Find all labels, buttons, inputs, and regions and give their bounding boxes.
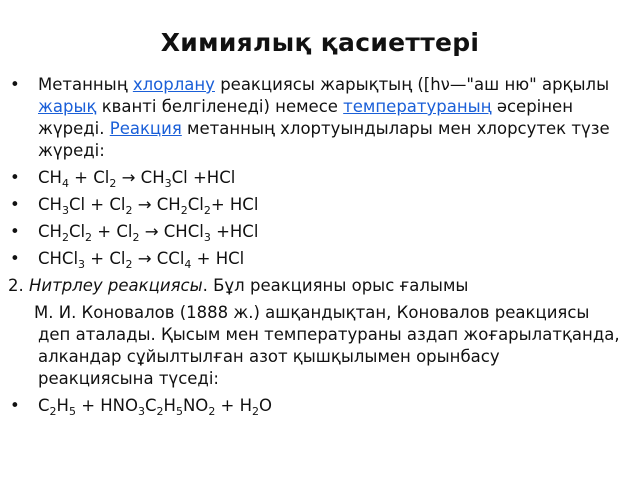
equation-2 [0,194,620,216]
eq-sub: 2 [180,204,188,217]
text: метанның хлортуындылары мен хлорсутек түзе жүреді: [38,119,610,160]
eq-sub: 5 [175,405,183,418]
eq-sub: 2 [125,258,133,271]
eq-part: + Cl [68,168,110,187]
eq-part: CHCl [38,249,79,268]
eq-part: + HCl [191,249,245,268]
equation-3 [0,221,620,243]
eq-part: → CCl [132,249,185,268]
eq-sub: 2 [203,204,211,217]
link-reaction[interactable]: Реакция [109,119,182,138]
konovalov-paragraph [0,302,620,390]
slide-content [0,74,620,422]
eq-part: H [163,396,176,415]
eq-part: H [56,396,69,415]
text: . Бұл реакцияны орыс ғалымы [202,276,469,295]
nitration-term: Нитрлеу реакциясы [29,276,203,295]
eq-sub: 2 [132,231,140,244]
eq-part: CH [38,168,62,187]
text: М. И. Коновалов (1888 ж.) ашқандықтан, Коновалов реакциясы деп аталады. Қысым мен температураны аздап жоғарылатқанда, алкандар сұйылтылған азот қышқылымен орынбасу реакциясына түседі: [34,303,620,388]
eq-part: + H [215,396,253,415]
text: кванті белгіленеді) немесе [96,97,344,116]
eq-part: + HNO [75,396,139,415]
link-chlorination[interactable]: хлорлану [132,75,215,94]
equation-4 [0,248,620,270]
eq-sub: 2 [208,405,216,418]
eq-sub: 2 [252,405,260,418]
eq-part: CH [38,195,62,214]
link-temperature[interactable]: температураның [343,97,492,116]
eq-part: +HCl [210,222,259,241]
eq-part: O [259,396,273,415]
text: Метанның [38,75,133,94]
chlorination-paragraph [0,74,620,162]
eq-sub: 2 [125,204,133,217]
equation-5 [0,395,620,417]
eq-sub: 2 [61,231,69,244]
eq-part: → CH [116,168,165,187]
slide-title: Химиялық қасиеттері [160,28,480,57]
eq-sub: 3 [78,258,86,271]
eq-sub: 2 [156,405,164,418]
eq-part: CH [38,222,62,241]
eq-part: → CHCl [139,222,204,241]
eq-sub: 3 [138,405,146,418]
eq-part: NO [182,396,209,415]
eq-sub: 5 [68,405,76,418]
eq-sub: 2 [85,231,93,244]
eq-sub: 2 [109,177,117,190]
eq-sub: 4 [61,177,69,190]
eq-sub: 3 [61,204,69,217]
eq-part: → CH [132,195,181,214]
eq-part: + Cl [85,249,126,268]
eq-part: Cl [68,222,86,241]
equation-1 [0,167,620,189]
eq-part: Cl [187,195,204,214]
eq-part: + Cl [92,222,133,241]
item-number: 2. [8,276,29,295]
eq-sub: 2 [49,405,57,418]
text: әсерінен жүреді. [38,97,573,138]
eq-part: Cl +HCl [171,168,236,187]
text: реакциясы жарықтың ([hν—"аш ню" арқылы [214,75,610,94]
eq-part: C [145,396,157,415]
eq-sub: 4 [184,258,192,271]
eq-sub: 3 [203,231,211,244]
nitration-heading [0,275,620,297]
eq-part: + HCl [210,195,259,214]
eq-part: C [38,396,50,415]
eq-part: Cl + Cl [68,195,126,214]
link-light[interactable]: жарық [38,97,97,116]
eq-sub: 3 [164,177,172,190]
